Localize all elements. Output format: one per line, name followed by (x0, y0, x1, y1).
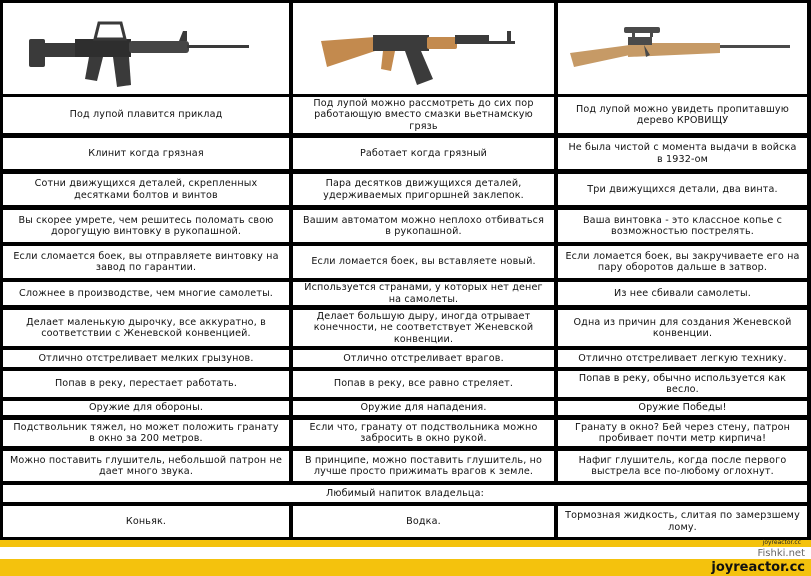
table-cell: Оружие Победы! (558, 401, 807, 415)
table-cell: Вашим автоматом можно неплохо отбиваться в рукопашной. (293, 210, 554, 242)
table-cell: Под лупой можно рассмотреть до сих пор работающую вместо смазки вьетнамскую грязь (293, 97, 554, 133)
table-cell: Отлично отстреливает мелких грызунов. (3, 350, 289, 367)
table-cell: Попав в реку, перестает работать. (3, 371, 289, 397)
table-cell: Делает маленькую дырочку, все аккуратно, в соответствии с Женевской конвенцией. (3, 310, 289, 346)
mosin-rifle-icon (570, 27, 790, 67)
table-cell: Вы скорее умрете, чем решитесь поломать свою дорогущую винтовку в рукопашной. (3, 210, 289, 242)
table-cell: Делает большую дыру, иногда отрывает конечности, не соответствует Женевской конвенции. (293, 310, 554, 346)
table-cell: В принципе, можно поставить глушитель, но лучше просто прижимать врагов к земле. (293, 451, 554, 481)
weapon-image-cell (558, 3, 807, 94)
drink-cell: Тормозная жидкость, слитая по замерзшему лому. (558, 506, 807, 537)
weapon-image-cell (293, 3, 554, 94)
table-cell: Под лупой плавится приклад (3, 97, 289, 133)
footer-bar-bottom (0, 559, 811, 576)
table-cell: Оружие для нападения. (293, 401, 554, 415)
m16-rifle-icon (29, 23, 249, 87)
table-cell: Можно поставить глушитель, небольшой патрон не дает много звука. (3, 451, 289, 481)
drink-header: Любимый напиток владельца: (3, 485, 807, 502)
table-cell: Отлично отстреливает врагов. (293, 350, 554, 367)
drink-cell: Коньяк. (3, 506, 289, 537)
table-cell: Попав в реку, обычно используется как весло. (558, 371, 807, 397)
table-cell: Одна из причин для создания Женевской конвенции. (558, 310, 807, 346)
table-cell: Из нее сбивали самолеты. (558, 282, 807, 305)
table-cell: Если сломается боек, вы отправляете винтовку на завод по гарантии. (3, 246, 289, 278)
table-cell: Пара десятков движущихся деталей, удерживаемых пригоршней заклепок. (293, 174, 554, 205)
table-cell: Если ломается боек, вы закручиваете его на пару оборотов дальше в затвор. (558, 246, 807, 278)
table-cell: Если ломается боек, вы вставляете новый. (293, 246, 554, 278)
ak47-rifle-icon (321, 31, 515, 85)
table-cell: Сложнее в производстве, чем многие самолеты. (3, 282, 289, 305)
weapon-image-cell (3, 3, 289, 94)
table-cell: Нафиг глушитель, когда после первого выстрела все по-любому оглохнут. (558, 451, 807, 481)
table-cell: Не была чистой с момента выдачи в войска в 1932-ом (558, 138, 807, 169)
table-cell: Используется странами, у которых нет денег на самолеты. (293, 282, 554, 305)
table-cell: Оружие для обороны. (3, 401, 289, 415)
watermark-fishki: Fishki.net (757, 548, 805, 559)
table-cell: Попав в реку, все равно стреляет. (293, 371, 554, 397)
table-cell: Ваша винтовка - это классное копье с возможностью пострелять. (558, 210, 807, 242)
table-cell: Если что, гранату от подствольника можно забросить в окно рукой. (293, 420, 554, 446)
table-cell: Под лупой можно увидеть пропитавшую дерево КРОВИЩУ (558, 97, 807, 133)
table-cell: Работает когда грязный (293, 138, 554, 169)
watermark-small: joyreactor.cc (762, 539, 801, 546)
table-cell: Гранату в окно? Бей через стену, патрон пробивает почти метр кирпича! (558, 420, 807, 446)
table-cell: Подствольник тяжел, но может положить гранату в окно за 200 метров. (3, 420, 289, 446)
table-cell: Три движущихся детали, два винта. (558, 174, 807, 205)
table-cell: Клинит когда грязная (3, 138, 289, 169)
drink-cell: Водка. (293, 506, 554, 537)
table-cell: Отлично отстреливает легкую технику. (558, 350, 807, 367)
table-cell: Сотни движущихся деталей, скрепленных десятками болтов и винтов (3, 174, 289, 205)
watermark-joyreactor: joyreactor.cc (711, 560, 805, 575)
footer-bar-top (0, 540, 811, 547)
